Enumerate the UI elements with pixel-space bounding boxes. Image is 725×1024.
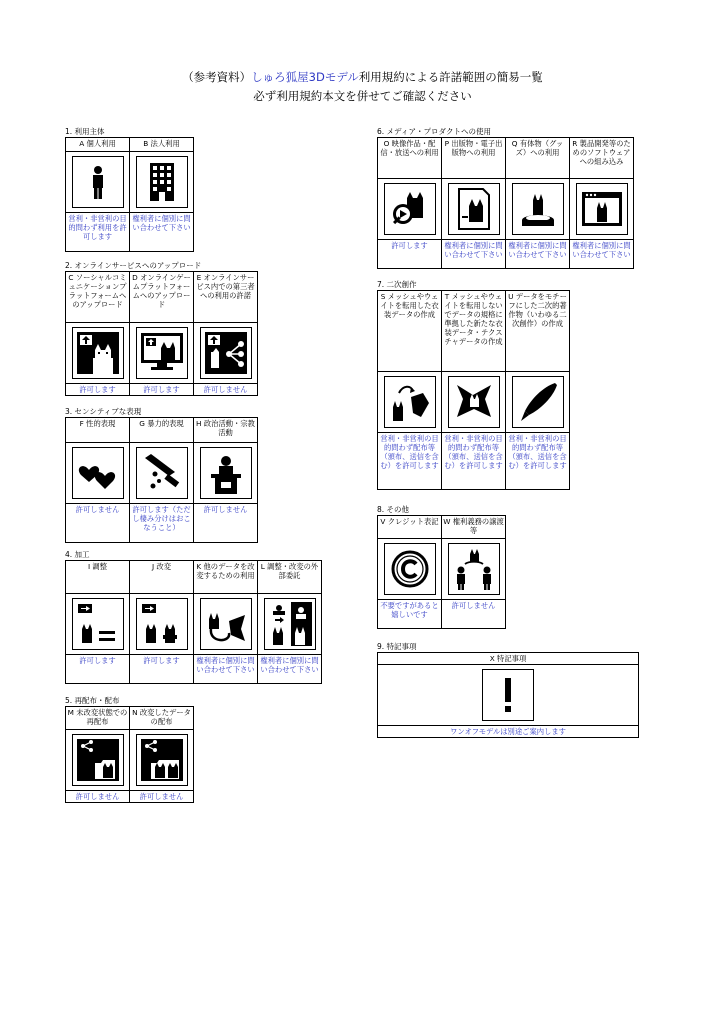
section-title: 3. センシティブな表現 (65, 407, 142, 416)
cell-result: 許可しません (203, 385, 248, 394)
cell-label: W 権利義務の譲渡等 (443, 517, 504, 535)
cell-label: D オンラインゲームプラットフォームへのアップロード (132, 273, 191, 309)
cell-result: 権利者に個別に問い合わせて下さい (508, 241, 567, 259)
section-title: 2. オンラインサービスへのアップロード (65, 261, 202, 270)
section-8-table (377, 515, 506, 629)
pen-icon (512, 376, 564, 428)
cell-result: 許可します (143, 656, 180, 665)
section-6 (377, 127, 634, 269)
mesh-transfer-icon (384, 376, 436, 428)
section-title: 5. 再配布・配布 (65, 696, 120, 705)
adjust-icon (72, 598, 124, 650)
publication-icon (448, 183, 500, 235)
title-accent: しゅろ狐屋3Dモデル (251, 70, 359, 84)
section-5-table (65, 706, 194, 803)
title-prefix: （参考資料） (182, 70, 252, 84)
office-building-icon (136, 156, 188, 208)
cell-label: X 特記事項 (489, 654, 527, 663)
cell-result: ワンオフモデルは別途ご案内します (450, 727, 566, 736)
video-icon (384, 183, 436, 235)
cell-label: L 調整・改変の外部委託 (260, 562, 319, 580)
cell-result: 権利者に個別に問い合わせて下さい (572, 241, 631, 259)
cell-result: 権利者に個別に問い合わせて下さい (260, 656, 319, 674)
section-2-table (65, 271, 258, 396)
section-7-table (377, 290, 570, 490)
title-line-2: 必ず利用規約本文を併せてご確認ください (253, 89, 472, 103)
section-7 (377, 280, 570, 490)
modify-icon (136, 598, 188, 650)
cell-label: K 他のデータを改変するための利用 (196, 562, 255, 580)
document-title (0, 68, 725, 106)
section-1-table (65, 137, 194, 252)
cell-result: 許可しません (75, 792, 120, 801)
social-upload-icon (72, 327, 124, 379)
cell-result: 許可しません (75, 505, 120, 514)
section-title: 9. 特記事項 (377, 642, 417, 651)
exclamation-icon (482, 669, 534, 721)
cell-result: 許可します（ただし棲み分けはおこなうこと） (132, 505, 191, 532)
section-9 (377, 642, 639, 738)
cell-result: 権利者に個別に問い合わせて下さい (132, 214, 191, 232)
cell-label: V クレジット表記 (380, 517, 439, 526)
cell-label: R 製品開発等のためのソフトウェアへの組み込み (572, 139, 631, 166)
cell-label: B 法人利用 (143, 139, 180, 148)
new-outfit-icon (448, 376, 500, 428)
section-title: 1. 利用主体 (65, 127, 105, 136)
section-3 (65, 407, 258, 543)
cell-result: 不要ですがあると嬉しいです (380, 601, 439, 619)
section-8 (377, 505, 506, 629)
section-9-table (377, 652, 639, 738)
distribute-modified-icon (136, 734, 188, 786)
title-suffix: 利用規約による許諾範囲の簡易一覧 (358, 70, 543, 84)
cell-result: 営利・非営利の目的問わず利用を許可します (68, 214, 127, 241)
software-window-icon (576, 183, 628, 235)
cell-result: 許可しません (203, 505, 248, 514)
copyright-icon (384, 543, 436, 595)
cell-result: 許可します (391, 241, 428, 250)
title-line-1 (0, 68, 725, 87)
bloody-knife-icon (136, 447, 188, 499)
section-4-table (65, 560, 322, 684)
cell-result: 権利者に個別に問い合わせて下さい (444, 241, 503, 259)
cell-result: 営利・非営利の目的問わず配布等（頒布、送信を含む）を許可します (444, 434, 503, 470)
cell-label: G 暴力的表現 (139, 419, 184, 428)
rights-transfer-icon (448, 543, 500, 595)
cell-label: N 改変したデータの配布 (132, 708, 191, 726)
cell-result: 営利・非営利の目的問わず配布等（頒布、送信を含む）を許可します (508, 434, 567, 470)
section-6-table (377, 137, 634, 269)
modify-other-data-icon (200, 598, 252, 650)
cell-label: T メッシュやウェイトを転用しないでデータの規格に準拠した新たな衣装データ・テクスチャデータの作成 (444, 292, 503, 346)
cell-label: E オンラインサービス内での第三者への利用の許諾 (196, 273, 255, 300)
section-5 (65, 696, 194, 803)
figure-goods-icon (512, 183, 564, 235)
outsource-icon (264, 598, 316, 650)
podium-speaker-icon (200, 447, 252, 499)
cell-label: P 出版物・電子出版物への利用 (444, 139, 503, 157)
cell-label: I 調整 (87, 562, 108, 571)
cell-label: S メッシュやウェイトを転用した衣装データの作成 (380, 292, 439, 319)
cell-result: 許可します (143, 385, 180, 394)
section-title: 6. メディア・プロダクトへの使用 (377, 127, 491, 136)
cell-result: 権利者に個別に問い合わせて下さい (196, 656, 255, 674)
section-3-table (65, 417, 258, 543)
cell-label: Q 有体物（グッズ）への利用 (511, 139, 564, 157)
section-title: 8. その他 (377, 505, 410, 514)
cell-label: J 改変 (151, 562, 172, 571)
cell-label: F 性的表現 (79, 419, 116, 428)
redistribute-icon (72, 734, 124, 786)
cell-result: 営利・非営利の目的問わず配布等（頒布、送信を含む）を許可します (380, 434, 439, 470)
cell-label: C ソーシャルコミュニケーションプラットフォームへのアップロード (68, 273, 127, 309)
cell-result: 許可します (79, 385, 116, 394)
section-title: 4. 加工 (65, 550, 90, 559)
person-icon (72, 156, 124, 208)
cell-label: O 映像作品・配信・放送への利用 (380, 139, 439, 157)
section-1 (65, 127, 194, 252)
cell-result: 許可しません (451, 601, 496, 610)
cell-result: 許可しません (139, 792, 184, 801)
cell-label: A 個人利用 (79, 139, 116, 148)
cell-result: 許可します (79, 656, 116, 665)
section-4 (65, 550, 322, 684)
cell-label: M 未改変状態での再配布 (67, 708, 128, 726)
share-third-party-icon (200, 327, 252, 379)
game-upload-icon (136, 327, 188, 379)
section-2 (65, 261, 258, 396)
cell-label: U データをモチーフにした二次的著作物（いわゆる二次創作）の作成 (508, 292, 567, 328)
hearts-icon (72, 447, 124, 499)
section-title: 7. 二次創作 (377, 280, 417, 289)
cell-label: H 政治活動・宗教活動 (196, 419, 255, 437)
